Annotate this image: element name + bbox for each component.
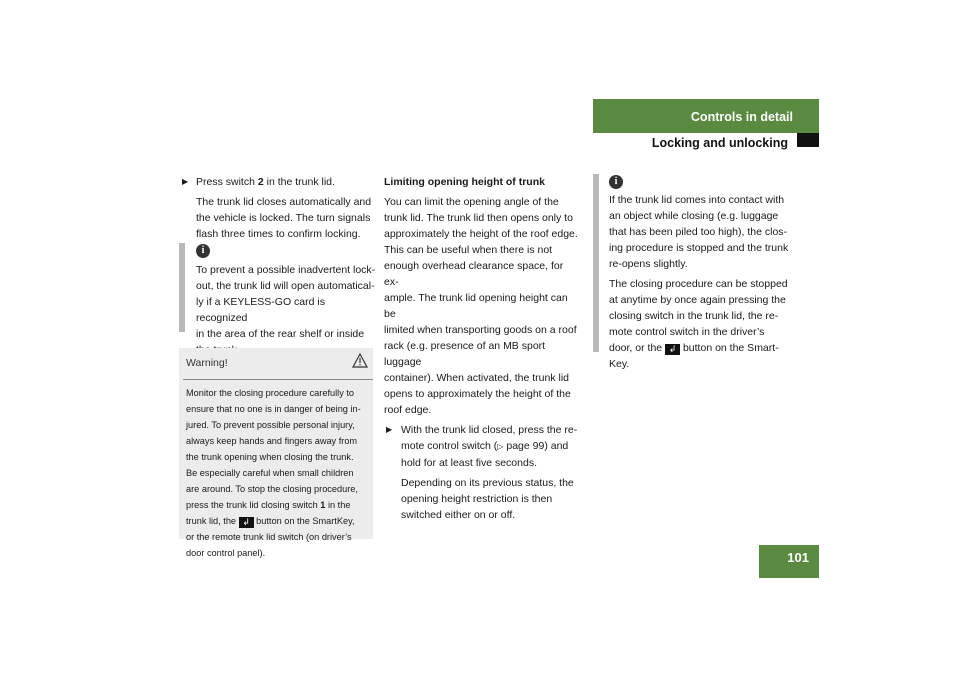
warning-divider bbox=[183, 379, 373, 380]
warning-line: or the remote trunk lid switch (on driver’s bbox=[186, 532, 352, 542]
limit-result: Depending on its previous status, the opening height restriction is then switched either on or off. bbox=[401, 477, 574, 521]
section-heading: Limiting opening height of trunk bbox=[384, 176, 545, 188]
warning-line: Monitor the closing procedure carefully to bbox=[186, 388, 355, 398]
bullet-arrow-icon: ▶ bbox=[182, 177, 189, 186]
info-line: in the area of the rear shelf or inside bbox=[196, 328, 365, 340]
warning-line: press the trunk lid closing switch 1 in the bbox=[186, 500, 351, 510]
page-ref-triangle-icon: ▷ bbox=[497, 442, 504, 451]
warning-line: ensure that no one is in danger of being in- bbox=[186, 404, 361, 414]
page-number: 101 bbox=[787, 550, 809, 565]
info-bar bbox=[593, 174, 599, 352]
warning-line: door control panel). bbox=[186, 548, 266, 558]
trunk-key-icon: ↲ bbox=[665, 344, 680, 355]
info-bar bbox=[179, 243, 185, 332]
closing-switch-number: 1 bbox=[320, 500, 326, 510]
warning-triangle-icon bbox=[352, 353, 368, 368]
info-line: To prevent a possible inadvertent lock- bbox=[196, 264, 376, 276]
page-ref-link[interactable]: page 99) and bbox=[506, 440, 569, 452]
info-note-closing: If the trunk lid comes into contact with an object while closing (e.g. luggage that has been piled too high), the clos- ing procedure is stopped and the trunk re-opens slightly. The closing procedure can be stopped at anytime by once again pressing the closing switch in the trunk lid, the re- mote control switch in the driver’s door, or the ↲ button on the Smart- Key. bbox=[609, 194, 789, 370]
info-line: out, the trunk lid will open automatical- bbox=[196, 280, 375, 292]
bullet-arrow-icon: ▶ bbox=[386, 425, 393, 434]
warning-line: are around. To stop the closing procedure, bbox=[186, 484, 358, 494]
limit-paragraph: You can limit the opening angle of the trunk lid. The trunk lid then opens only to approximately the height of the roof edge. This can be useful when there is not enough overhead clearance space, for ex- ample. The trunk lid opening height can be limited when transporting goods on a roof rack (e.g. presence of an MB sport luggage container). When activated, the trunk lid opens to approximately the height of the roof edge. bbox=[384, 196, 578, 416]
step-switch-number: 2 bbox=[257, 176, 264, 188]
info-line: ly if a KEYLESS-GO card is recognized bbox=[196, 296, 325, 324]
step-text-pre: Press switch bbox=[196, 176, 258, 188]
warning-line: always keep hands and fingers away from bbox=[186, 436, 358, 446]
section-title: Controls in detail bbox=[690, 110, 793, 124]
info-icon: i bbox=[196, 244, 210, 258]
section-subtitle: Locking and unlocking bbox=[651, 136, 788, 150]
warning-line: Be especially careful when small children bbox=[186, 468, 354, 478]
warning-line: jured. To prevent possible personal injury, bbox=[186, 420, 355, 430]
header-black-tab bbox=[797, 133, 819, 147]
column-1-step bbox=[182, 174, 376, 242]
info-icon: i bbox=[609, 175, 623, 189]
warning-line: trunk lid, the ↲ button on the SmartKey, bbox=[186, 516, 355, 527]
warning-title: Warning! bbox=[186, 357, 228, 369]
step-result: The trunk lid closes automatically and the vehicle is locked. The turn signals flash three times to confirm locking. bbox=[196, 196, 372, 240]
step-text-post: in the trunk lid. bbox=[263, 176, 335, 188]
trunk-key-icon: ↲ bbox=[239, 517, 254, 528]
warning-line: the trunk opening when closing the trunk. bbox=[186, 452, 354, 462]
limit-step: ▶ With the trunk lid closed, press the re- mote control switch (▷ page 99) and hold for at least five seconds. Depending on its previous status, the opening height restriction is then switched either on or off. bbox=[384, 422, 580, 523]
column-2 bbox=[384, 174, 580, 523]
info-note-keyless bbox=[196, 262, 378, 358]
warning-text bbox=[186, 385, 368, 561]
